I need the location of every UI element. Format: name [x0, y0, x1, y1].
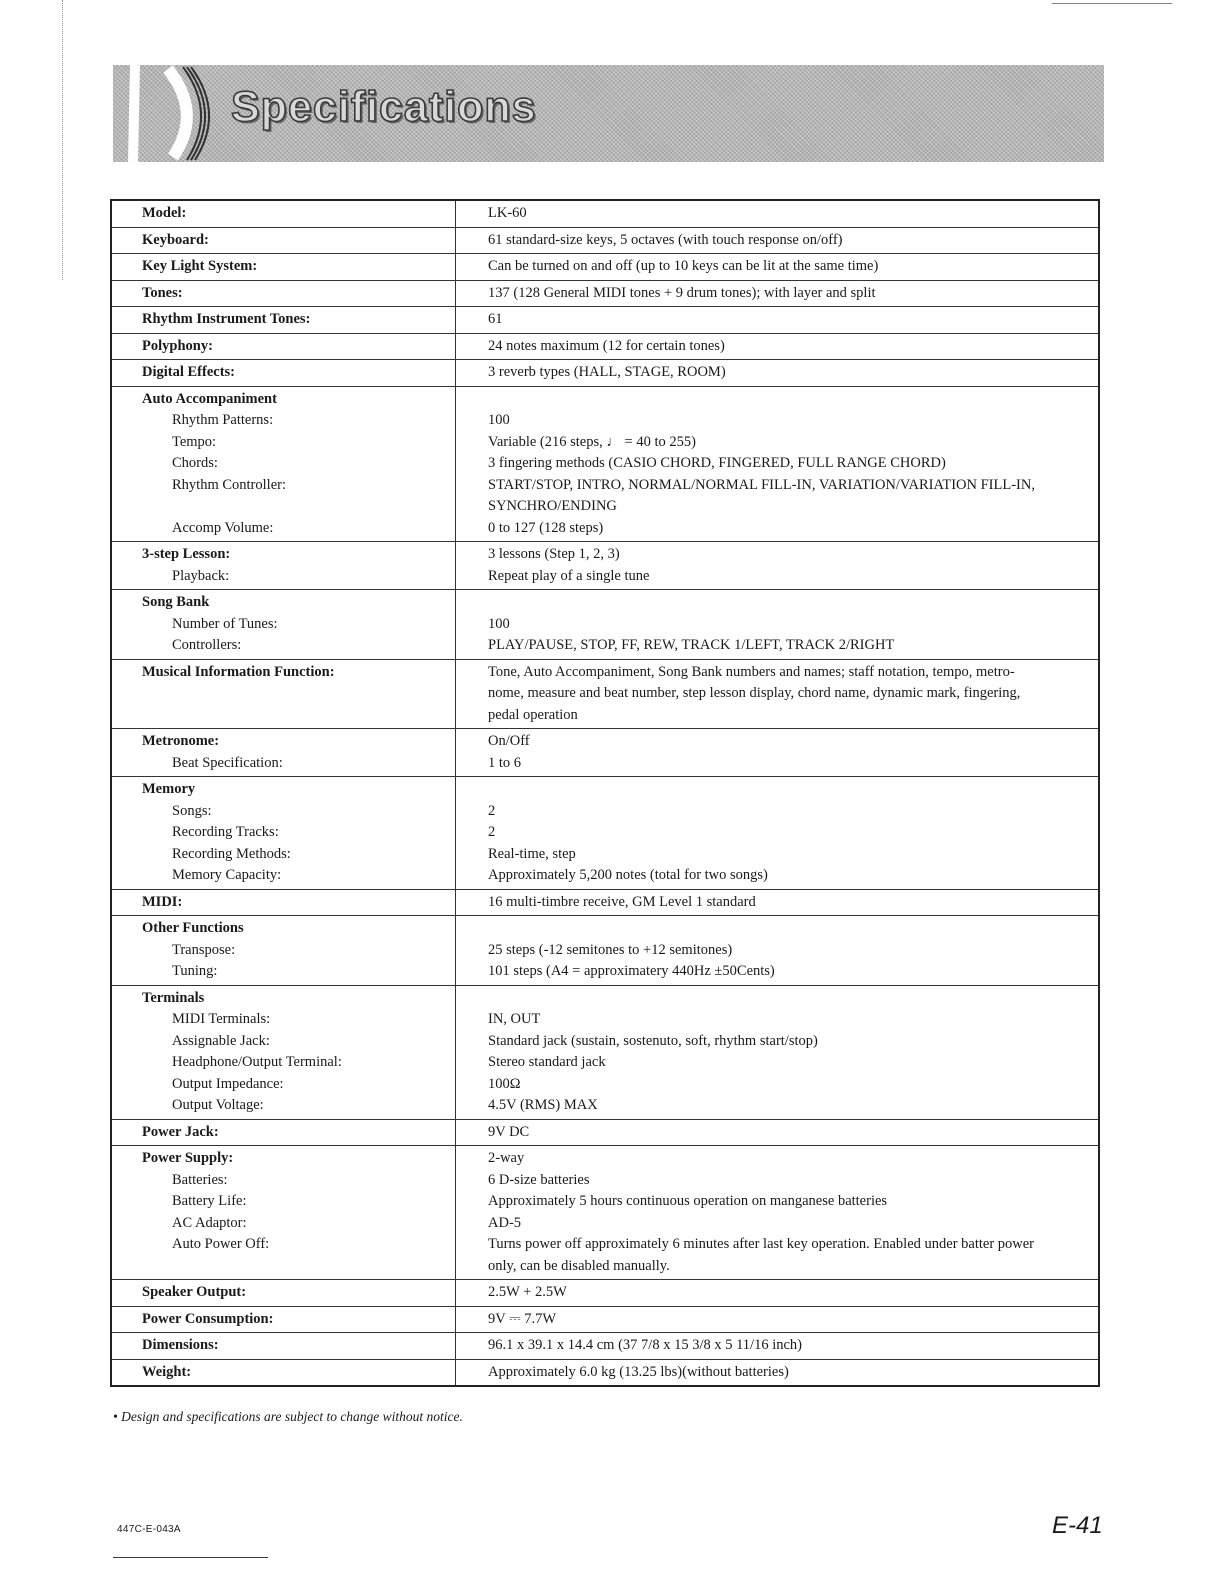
spec-value: 0 to 127 (128 steps)	[488, 519, 604, 536]
spec-sub-label: Output Impedance:	[172, 1075, 284, 1092]
spec-row	[111, 916, 1099, 986]
spec-sub-label: Transpose:	[172, 941, 236, 958]
spec-value: 1 to 6	[488, 754, 522, 771]
spec-value: 100	[488, 412, 510, 428]
spec-sub-label: Batteries:	[172, 1171, 228, 1188]
spec-label-cell	[111, 1119, 456, 1146]
spec-value	[488, 988, 1090, 1010]
spec-row	[111, 542, 1099, 590]
top-rule	[1052, 3, 1172, 4]
spec-value-cell	[456, 659, 1100, 729]
spec-value: 96.1 x 39.1 x 14.4 cm (37 7/8 x 15 3/8 x 5 11/16 inch)	[488, 1337, 803, 1353]
spec-row	[111, 1359, 1099, 1386]
spec-label-cell	[111, 889, 456, 916]
spec-label-cell	[111, 386, 456, 542]
spec-label: Tones:	[142, 284, 183, 301]
spec-value: Variable (216 steps, ♩ = 40 to 255)	[488, 433, 696, 450]
spec-value-cell	[456, 386, 1100, 542]
footnote: • Design and specifications are subject to change without notice.	[113, 1409, 463, 1424]
spec-label: Speaker Output:	[142, 1284, 247, 1300]
spec-label: Other Functions	[142, 920, 244, 936]
spec-value: pedal operation	[488, 706, 578, 723]
spec-value-cell	[456, 333, 1100, 360]
spec-label-cell	[111, 1280, 456, 1307]
spec-value: 25 steps (-12 semitones to +12 semitones)	[488, 941, 733, 958]
spec-value	[488, 389, 1090, 411]
spec-value: 9V ⎓ 7.7W	[488, 1310, 557, 1327]
spec-row	[111, 1306, 1099, 1333]
spec-label-cell	[111, 659, 456, 729]
spec-sub-label: Auto Power Off:	[172, 1236, 270, 1252]
spec-value: 16 multi-timbre receive, GM Level 1 standard	[488, 893, 756, 910]
spec-value: Can be turned on and off (up to 10 keys can be lit at the same time)	[488, 258, 879, 274]
spec-label-cell	[111, 1306, 456, 1333]
spec-value-cell	[456, 542, 1100, 590]
spec-value: 61 standard-size keys, 5 octaves (with touch response on/off)	[488, 231, 843, 248]
spec-label-cell	[111, 916, 456, 986]
spec-sub-label: Controllers:	[172, 637, 242, 653]
spec-value: Approximately 5 hours continuous operation on manganese batteries	[488, 1193, 888, 1209]
spec-value-cell	[456, 1359, 1100, 1386]
spec-label: Song Bank	[142, 594, 210, 610]
spec-label: Memory	[142, 781, 196, 797]
spec-label-cell	[111, 200, 456, 227]
spec-sub-label: Tempo:	[172, 433, 217, 450]
spec-row	[111, 333, 1099, 360]
spec-value: 2	[488, 802, 496, 819]
spec-row	[111, 1119, 1099, 1146]
page-number: E-41	[1052, 1512, 1103, 1539]
spec-sub-label: Recording Tracks:	[172, 824, 279, 840]
spec-label: Polyphony:	[142, 337, 213, 354]
spec-value: 2-way	[488, 1150, 525, 1166]
spec-value: On/Off	[488, 733, 530, 749]
spec-value: 2	[488, 824, 496, 840]
spec-value: 4.5V (RMS) MAX	[488, 1097, 598, 1113]
spec-value: PLAY/PAUSE, STOP, FF, REW, TRACK 1/LEFT, TRACK 2/RIGHT	[488, 637, 895, 653]
spec-label-cell	[111, 333, 456, 360]
spec-value-cell	[456, 729, 1100, 777]
page-edge-dots	[62, 0, 63, 280]
spec-label: Keyboard:	[142, 231, 209, 248]
spec-label-cell	[111, 307, 456, 334]
spec-value: IN, OUT	[488, 1011, 541, 1027]
spec-value: nome, measure and beat number, step lesson display, chord name, dynamic mark, fingering,	[488, 685, 1021, 701]
spec-sub-label: Chords:	[172, 455, 218, 471]
spec-label: 3-step Lesson:	[142, 546, 231, 562]
spec-label-cell	[111, 227, 456, 254]
spec-label: Weight:	[142, 1363, 192, 1380]
spec-value: 6 D-size batteries	[488, 1171, 590, 1188]
spec-value-cell	[456, 254, 1100, 281]
spec-value: only, can be disabled manually.	[488, 1257, 670, 1274]
spec-value-cell	[456, 889, 1100, 916]
spec-sub-label: Output Voltage:	[172, 1097, 264, 1113]
spec-label-cell	[111, 985, 456, 1119]
spec-label-cell	[111, 542, 456, 590]
spec-value: 100	[488, 615, 510, 632]
spec-row	[111, 659, 1099, 729]
spec-value: 100Ω	[488, 1075, 521, 1092]
document-code: 447C-E-043A	[117, 1524, 181, 1535]
spec-label-cell	[111, 729, 456, 777]
spec-label: Model:	[142, 205, 187, 221]
spec-sub-label: Recording Methods:	[172, 845, 291, 862]
spec-value-cell	[456, 227, 1100, 254]
spec-row	[111, 280, 1099, 307]
spec-value-cell	[456, 200, 1100, 227]
spec-label-cell	[111, 360, 456, 387]
spec-label-cell	[111, 1333, 456, 1360]
spec-value: 24 notes maximum (12 for certain tones)	[488, 337, 725, 354]
spec-row	[111, 307, 1099, 334]
spec-value: 137 (128 General MIDI tones + 9 drum tones); with layer and split	[488, 284, 876, 301]
spec-value: Standard jack (sustain, sostenuto, soft, rhythm start/stop)	[488, 1032, 818, 1049]
spec-sub-label: Assignable Jack:	[172, 1032, 270, 1049]
spec-label-cell	[111, 1146, 456, 1280]
spec-row	[111, 386, 1099, 542]
spec-sub-label: Songs:	[172, 802, 212, 819]
spec-value: 101 steps (A4 = approximatery 440Hz ±50Cents)	[488, 963, 775, 979]
spec-row	[111, 227, 1099, 254]
spec-row	[111, 1280, 1099, 1307]
spec-label-cell	[111, 254, 456, 281]
spec-row	[111, 985, 1099, 1119]
spec-value: Approximately 5,200 notes (total for two songs)	[488, 867, 768, 883]
spec-sub-label: Number of Tunes:	[172, 615, 278, 632]
specifications-table	[110, 199, 1100, 1387]
spec-value: Real-time, step	[488, 845, 576, 862]
spec-value-cell	[456, 1280, 1100, 1307]
spec-label: Digital Effects:	[142, 364, 236, 380]
spec-sub-label	[142, 496, 447, 518]
spec-sub-label: MIDI Terminals:	[172, 1011, 271, 1027]
spec-value-cell	[456, 280, 1100, 307]
spec-value-cell	[456, 916, 1100, 986]
spec-label: Terminals	[142, 989, 205, 1006]
spec-sub-label: Tuning:	[172, 963, 218, 979]
spec-value-cell	[456, 777, 1100, 890]
spec-row	[111, 360, 1099, 387]
spec-value: 3 reverb types (HALL, STAGE, ROOM)	[488, 364, 726, 380]
spec-sub-label: Rhythm Controller:	[172, 476, 286, 493]
spec-sub-label: Beat Specification:	[172, 754, 283, 771]
spec-label: Musical Information Function:	[142, 663, 335, 680]
spec-value-cell	[456, 307, 1100, 334]
spec-sub-label: Battery Life:	[172, 1193, 247, 1209]
spec-label: Key Light System:	[142, 258, 258, 274]
spec-label: Power Supply:	[142, 1150, 234, 1166]
page-title: Specifications	[231, 83, 537, 131]
spec-value-cell	[456, 1119, 1100, 1146]
spec-label-cell	[111, 1359, 456, 1386]
spec-value-cell	[456, 1146, 1100, 1280]
spec-value-cell	[456, 985, 1100, 1119]
spec-row	[111, 1146, 1099, 1280]
spec-row	[111, 200, 1099, 227]
spec-value: Repeat play of a single tune	[488, 567, 650, 584]
spec-sub-label: Memory Capacity:	[172, 867, 282, 883]
spec-label-cell	[111, 777, 456, 890]
spec-row	[111, 889, 1099, 916]
spec-value	[488, 779, 1090, 801]
spec-value: 9V DC	[488, 1123, 530, 1140]
spec-label: MIDI:	[142, 893, 183, 910]
spec-value-cell	[456, 1333, 1100, 1360]
spec-value: Approximately 6.0 kg (13.25 lbs)(without batteries)	[488, 1363, 789, 1380]
spec-row	[111, 729, 1099, 777]
spec-value: Turns power off approximately 6 minutes after last key operation. Enabled under batter power	[488, 1236, 1035, 1252]
spec-value-cell	[456, 1306, 1100, 1333]
spec-label: Power Consumption:	[142, 1310, 274, 1327]
spec-row	[111, 777, 1099, 890]
spec-row	[111, 590, 1099, 660]
spec-value: SYNCHRO/ENDING	[488, 498, 617, 514]
spec-value-cell	[456, 590, 1100, 660]
spec-sub-label: Rhythm Patterns:	[172, 412, 274, 428]
spec-value	[488, 918, 1090, 940]
spec-value: 3 fingering methods (CASIO CHORD, FINGERED, FULL RANGE CHORD)	[488, 455, 946, 471]
spec-label: Auto Accompaniment	[142, 390, 277, 407]
spec-value: Stereo standard jack	[488, 1054, 606, 1070]
spec-row	[111, 1333, 1099, 1360]
spec-label: Rhythm Instrument Tones:	[142, 311, 311, 327]
spec-value-cell	[456, 360, 1100, 387]
spec-sub-label: Accomp Volume:	[172, 519, 274, 536]
spec-value: Tone, Auto Accompaniment, Song Bank numbers and names; staff notation, tempo, metro-	[488, 663, 1015, 680]
section-banner	[113, 65, 1104, 162]
bracket-logo-icon	[113, 65, 233, 162]
spec-value: AD-5	[488, 1214, 522, 1231]
spec-sub-label: Headphone/Output Terminal:	[172, 1054, 342, 1070]
spec-value: 3 lessons (Step 1, 2, 3)	[488, 546, 620, 562]
spec-value: LK-60	[488, 205, 527, 221]
spec-label: Dimensions:	[142, 1337, 219, 1353]
spec-value: START/STOP, INTRO, NORMAL/NORMAL FILL-IN, VARIATION/VARIATION FILL-IN,	[488, 476, 1035, 493]
spec-row	[111, 254, 1099, 281]
spec-label-cell	[111, 280, 456, 307]
bottom-rule	[113, 1557, 268, 1558]
spec-sub-label: Playback:	[172, 567, 230, 584]
spec-value: 2.5W + 2.5W	[488, 1284, 567, 1300]
spec-label: Metronome:	[142, 733, 220, 749]
spec-label: Power Jack:	[142, 1123, 219, 1140]
spec-value	[488, 592, 1090, 614]
spec-sub-label: AC Adaptor:	[172, 1214, 247, 1231]
spec-label-cell	[111, 590, 456, 660]
spec-value: 61	[488, 311, 503, 327]
